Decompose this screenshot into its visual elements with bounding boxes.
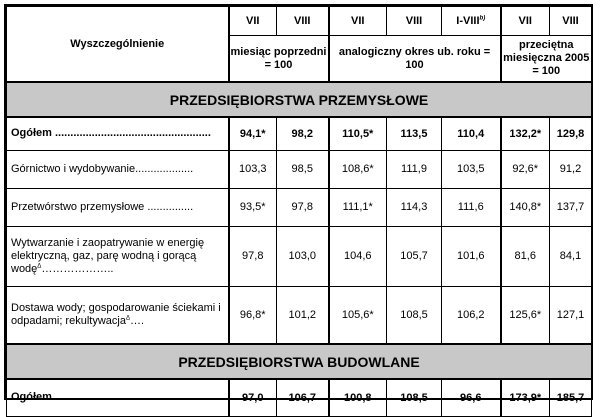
cell-value: 185,7: [550, 379, 592, 416]
cell-value: 93,5*: [229, 188, 277, 226]
base-average-2005: przeciętna miesięczna 2005 = 100: [501, 36, 592, 83]
row-label-note: Δ: [125, 315, 130, 322]
cell-value: 96,6: [442, 379, 501, 416]
cell-value: 106,7: [277, 379, 329, 416]
cell-value: 100,8: [329, 379, 387, 416]
cell-value: 173,9*: [501, 379, 550, 416]
table-row: [7, 117, 592, 150]
cell-value: 103,5: [442, 150, 501, 188]
column-code-5: [442, 7, 501, 36]
base-previous-year: analogiczny okres ub. roku = 100: [329, 36, 501, 83]
cell-value: 137,7: [550, 188, 592, 226]
cell-value: 94,1*: [229, 117, 277, 150]
section-title-construction: PRZEDSIĘBIORSTWA BUDOWLANE: [7, 344, 592, 379]
column-code-5-note: b): [479, 15, 486, 22]
description-header: Wyszczególnienie: [7, 7, 229, 83]
cell-value: 114,3: [387, 188, 442, 226]
cell-value: 104,6: [329, 226, 387, 286]
cell-value: 84,1: [550, 226, 592, 286]
cell-value: 111,1*: [329, 188, 387, 226]
cell-value: 97,0: [229, 379, 277, 416]
column-code-2: VIII: [277, 7, 329, 36]
table-row: [7, 150, 592, 188]
row-label: Ogółem ...................................................: [7, 379, 229, 416]
column-code-3: VII: [329, 7, 387, 36]
column-code-6: VII: [501, 7, 550, 36]
row-label-note: Δ: [37, 262, 42, 269]
cell-value: 98,2: [277, 117, 329, 150]
cell-value: 110,4: [442, 117, 501, 150]
row-label-text: Dostawa wody; gospodarowanie ściekami i odpadami; rekultywacja: [11, 301, 221, 327]
cell-value: 81,6: [501, 226, 550, 286]
cell-value: 98,5: [277, 150, 329, 188]
base-previous-month: miesiąc poprzedni = 100: [229, 36, 329, 83]
cell-value: 101,2: [277, 286, 329, 344]
cell-value: 108,5: [387, 286, 442, 344]
cell-value: 127,1: [550, 286, 592, 344]
cell-value: 111,9: [387, 150, 442, 188]
row-label: Ogółem ...................................................: [7, 117, 229, 150]
row-label: Górnictwo i wydobywanie...................: [7, 150, 229, 188]
table-row: [7, 286, 592, 344]
row-label-text: Wytwarzanie i zaopatrywanie w energię elektryczną, gaz, parę wodną i gorącą wodę: [11, 236, 205, 275]
cell-value: 101,6: [442, 226, 501, 286]
cell-value: 110,5*: [329, 117, 387, 150]
cell-value: 132,2*: [501, 117, 550, 150]
cell-value: 97,8: [229, 226, 277, 286]
cell-value: 97,8: [277, 188, 329, 226]
cell-value: 129,8: [550, 117, 592, 150]
row-label-leader: ………………..: [41, 262, 114, 275]
cell-value: 105,6*: [329, 286, 387, 344]
column-code-4: VIII: [387, 7, 442, 36]
table-row: [7, 188, 592, 226]
cell-value: 106,2: [442, 286, 501, 344]
section-title-industrial: PRZEDSIĘBIORSTWA PRZEMYSŁOWE: [7, 82, 592, 117]
cell-value: 105,7: [387, 226, 442, 286]
cell-value: 108,6*: [329, 150, 387, 188]
column-code-1: VII: [229, 7, 277, 36]
cell-value: 140,8*: [501, 188, 550, 226]
cell-value: 113,5: [387, 117, 442, 150]
cell-value: 96,8*: [229, 286, 277, 344]
cell-value: 103,3: [229, 150, 277, 188]
cell-value: 108,5: [387, 379, 442, 416]
cell-value: 125,6*: [501, 286, 550, 344]
table-row: [7, 226, 592, 286]
cell-value: 92,6*: [501, 150, 550, 188]
cell-value: 91,2: [550, 150, 592, 188]
row-label: [7, 286, 229, 344]
table-row: [7, 379, 592, 416]
column-code-7: VIII: [550, 7, 592, 36]
row-label: Przetwórstwo przemysłowe ...............: [7, 188, 229, 226]
statistics-table: [6, 6, 592, 417]
cell-value: 103,0: [277, 226, 329, 286]
table-frame: [4, 4, 593, 404]
row-label-leader: ….: [129, 314, 145, 327]
row-label: [7, 226, 229, 286]
cell-value: 111,6: [442, 188, 501, 226]
column-code-5-text: I-VIII: [456, 15, 480, 27]
